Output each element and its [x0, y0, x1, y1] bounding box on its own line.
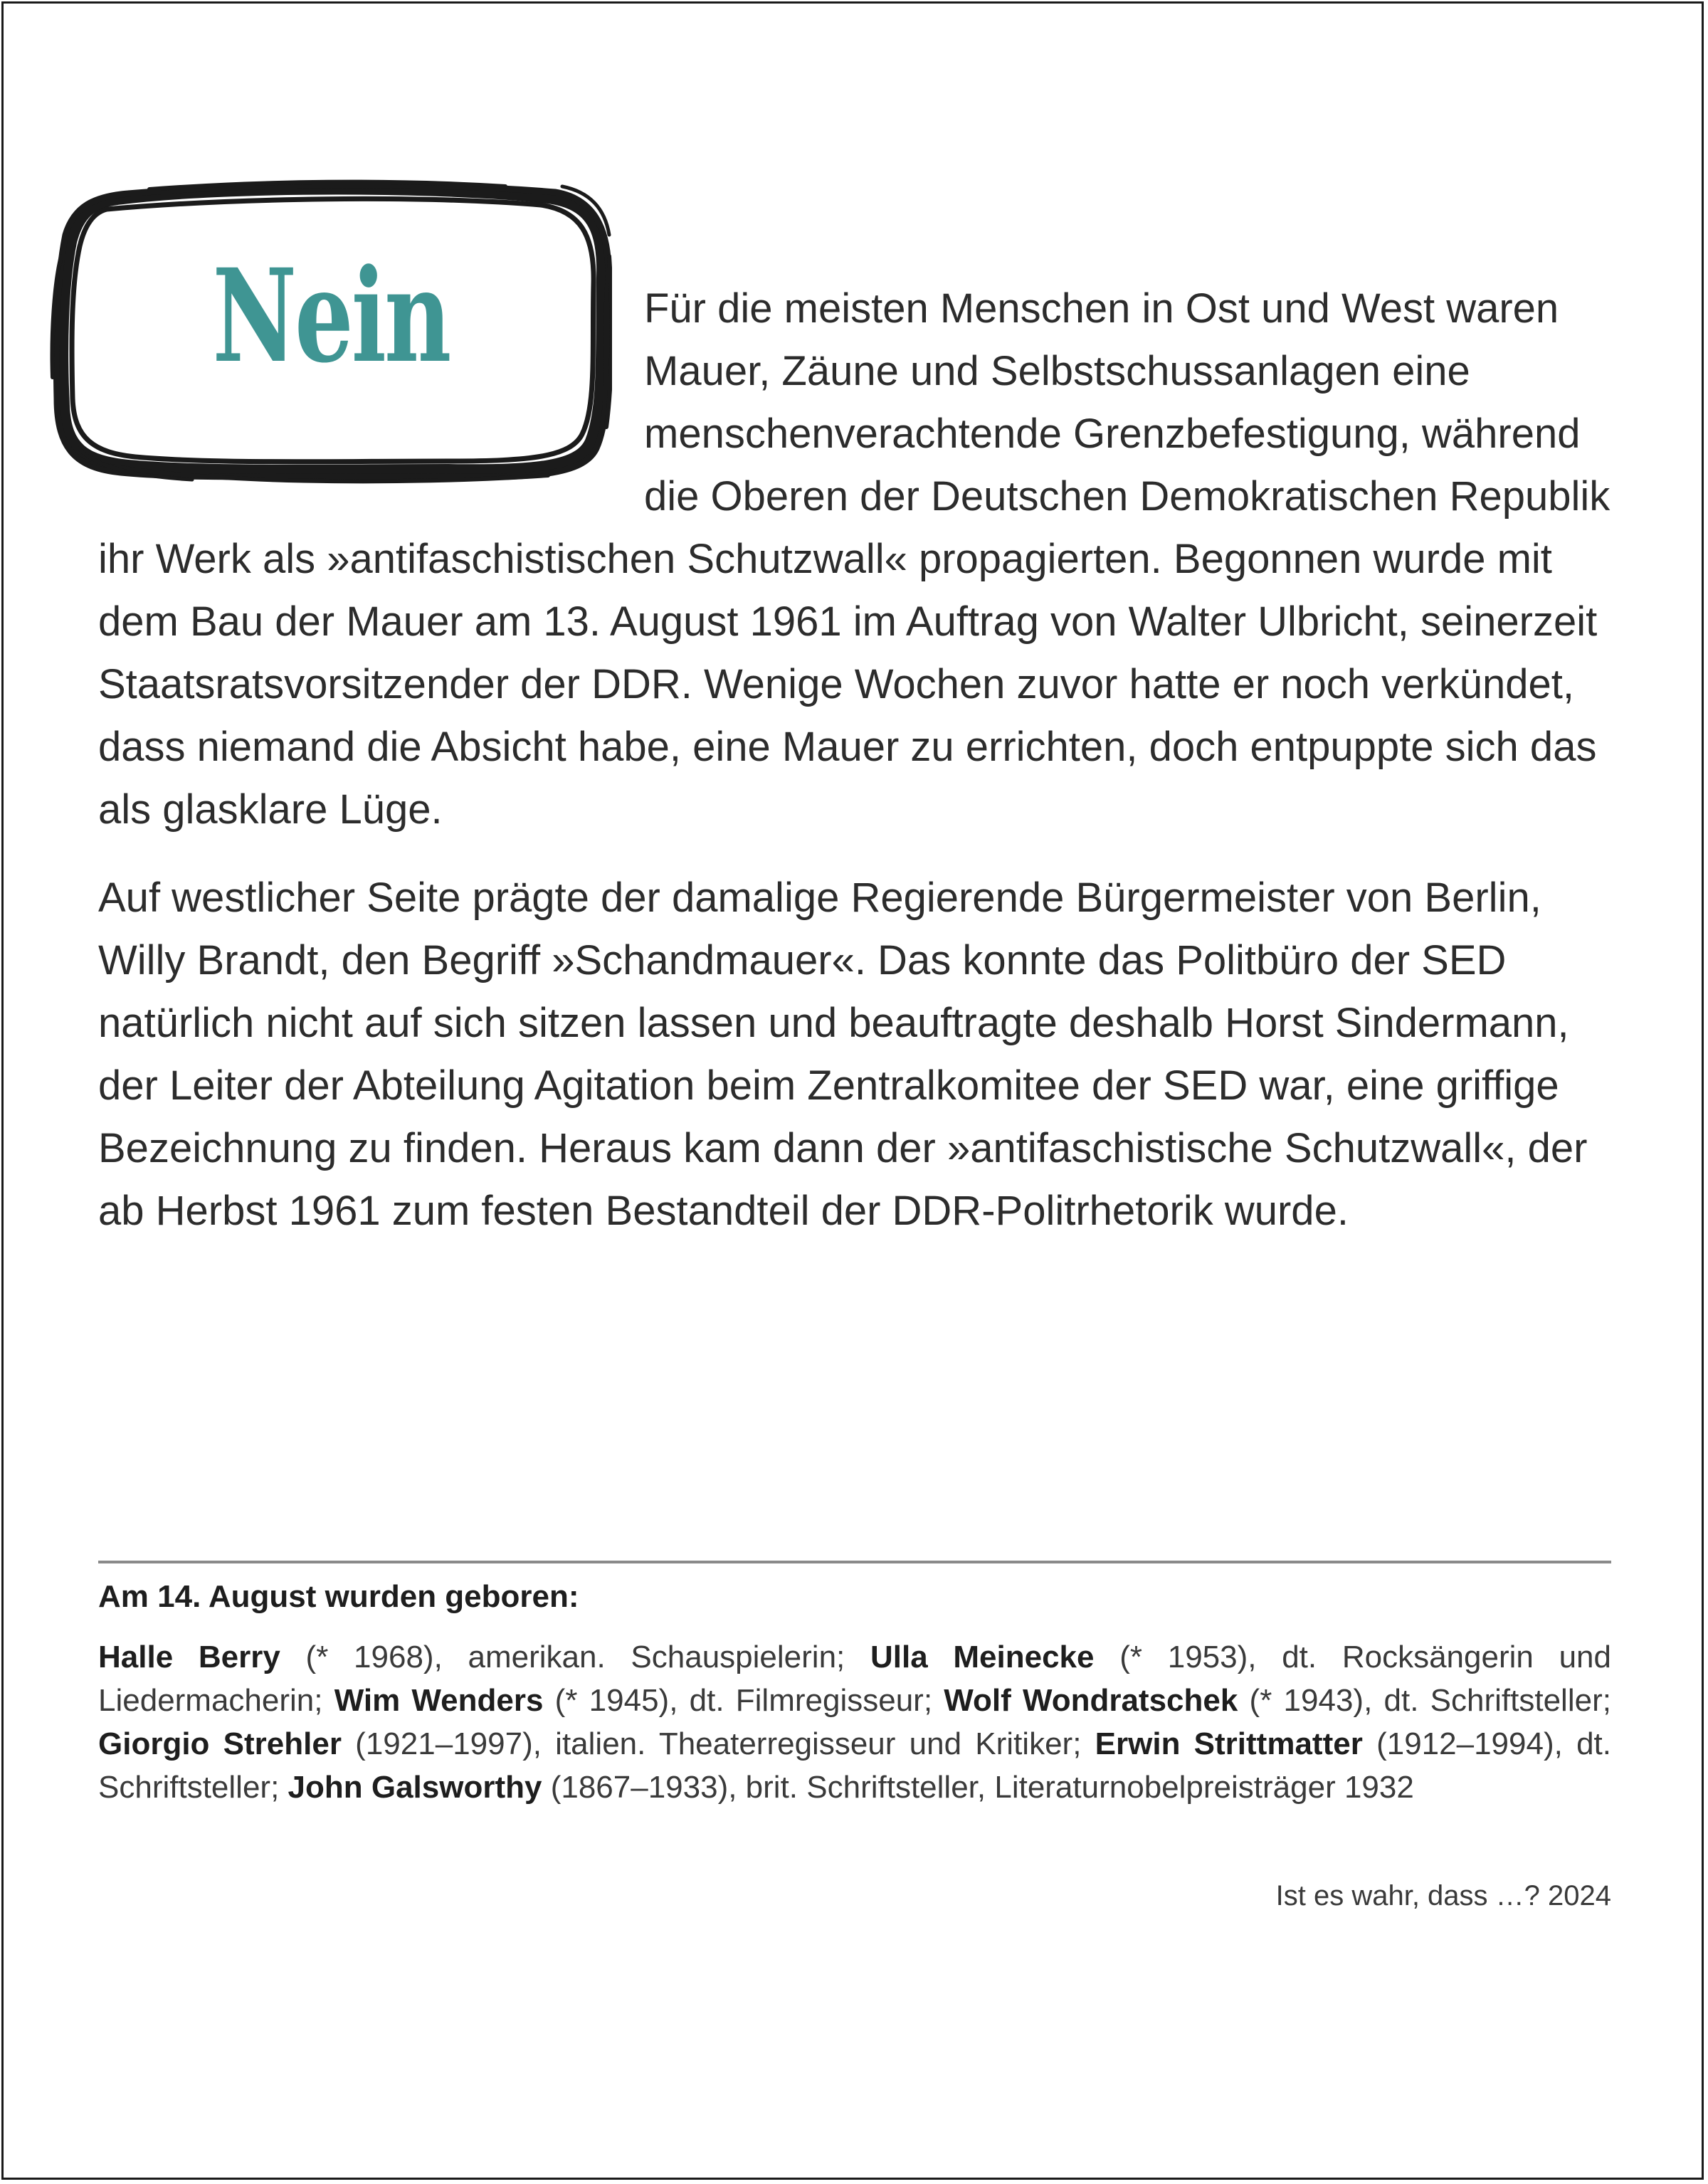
birthday-heading: Am 14. August wurden geboren: — [98, 1579, 579, 1614]
birthday-name: Wolf Wondratschek — [944, 1683, 1238, 1718]
article-paragraph-1: Für die meisten Menschen in Ost und West waren Mauer, Zäune und Selbstschussanlagen eine menschenverachtende Grenzbefestigung, während die Oberen der Deutschen Demokratischen Republik ihr Werk als »antifaschistischen Schutzwall« propagierten. Begonnen wurde mit dem Bau der Mauer am 13. August 1961 im Auftrag von Walter Ulbricht, seinerzeit Staatsratsvorsitzender der DDR. Wenige Wochen zuvor hatte er noch verkündet, dass niemand die Absicht habe, eine Mauer zu errichten, doch entpuppte sich das als glasklare Lüge. — [98, 285, 1611, 833]
birthday-name: Halle Berry — [98, 1640, 280, 1674]
birthday-name: Ulla Meinecke — [870, 1640, 1095, 1674]
birthday-info: (* 1953), dt. Rocksängerin und Liedermacherin; — [98, 1640, 1611, 1718]
birthday-info: (* 1968), amerikan. Schauspielerin; — [280, 1640, 870, 1674]
section-divider — [98, 1561, 1611, 1563]
birthday-info: (* 1945), dt. Filmregisseur; — [543, 1683, 944, 1718]
birthday-info: (1921–1997), italien. Theaterregisseur und Kritiker; — [341, 1726, 1095, 1761]
answer-word: Nein — [212, 241, 450, 391]
birthday-info: (* 1943), dt. Schriftsteller; — [1238, 1683, 1611, 1718]
article-paragraph-2: Auf westlicher Seite prägte der damalige Regierende Bürgermeister von Berlin, Willy Brandt, den Begriff »Schandmauer«. Das konnte das Politbüro der SED natürlich nicht auf sich sitzen lassen und beauftragte deshalb Horst Sindermann, der Leiter der Abteilung Agitation beim Zentralkomitee der SED war, eine griffige Bezeichnung zu finden. Heraus kam dann der »antifaschistische Schutzwall«, der ab Herbst 1961 zum festen Bestandteil der DDR-Politrhetorik wurde. — [98, 875, 1588, 1234]
footer-source: Ist es wahr, dass …? 2024 — [1275, 1880, 1611, 1911]
birthday-name: Erwin Strittmatter — [1095, 1726, 1363, 1761]
birthday-name: Wim Wenders — [334, 1683, 544, 1718]
birthday-name: John Galsworthy — [288, 1770, 542, 1805]
badge-wrap-spacer — [98, 278, 644, 528]
birthday-info: (1912–1994), dt. Schriftsteller; — [98, 1726, 1611, 1805]
birthday-list — [98, 1635, 1611, 1809]
birthday-name: Giorgio Strehler — [98, 1726, 342, 1761]
birthday-info: (1867–1933), brit. Schriftsteller, Literaturnobelpreisträger 1932 — [542, 1770, 1414, 1805]
article-body — [98, 278, 1614, 1243]
